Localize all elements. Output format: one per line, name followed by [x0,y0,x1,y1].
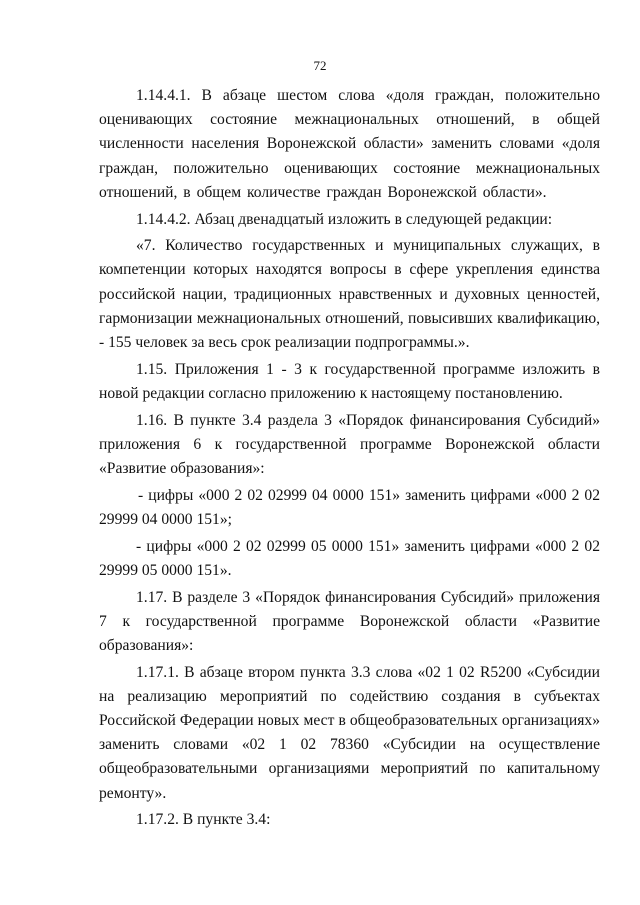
document-body [99,84,600,835]
paragraph-1-17: 1.17. В разделе 3 «Порядок финансирования Субсидий» приложения 7 к государственной программе Воронежской области «Развитие образования»: [99,588,600,654]
paragraph-digits-05: - цифры «000 2 02 02999 05 0000 151» заменить цифрами «000 2 02 29999 05 0000 151». [99,537,600,579]
paragraph-1-17-1: 1.17.1. В абзаце втором пункта 3.3 слова «02 1 02 R5200 «Субсидии на реализацию мероприятий по содействию создания в субъектах Российской Федерации новых мест в общеобразовательных организациях» заменить словами «02 1 02 78360 «Субсидии на осуществление общеобразовательными организациями мероприятий по капитальному ремонту». [99,663,600,802]
paragraph-1-14-4-2: 1.14.4.2. Абзац двенадцатый изложить в следующей редакции: [136,210,553,228]
paragraph-1-16: 1.16. В пункте 3.4 раздела 3 «Порядок финансирования Субсидий» приложения 6 к государственной программе Воронежской области «Развитие образования»: [99,411,600,478]
paragraph-1-14-4-1: 1.14.4.1. В абзаце шестом слова «доля граждан, положительно оценивающих состояние межнациональных отношений, в общей численности населения Воронежской области» заменить словами «доля граждан, положительно оценивающих состояние межнациональных отношений, в общем количестве граждан Воронежской области». [99,87,600,201]
page-number: 72 [313,58,327,73]
paragraph-quoted-item-7: «7. Количество государственных и муниципальных служащих, в компетенции которых находятся вопросы в сфере укрепления единства российской нации, традиционных нравственных и духовных ценностей, гармонизации межнациональных отношений, повысивших квалификацию, - 155 человек за весь срок реализации подпрограммы.». [99,237,600,352]
paragraph-1-15: 1.15. Приложения 1 - 3 к государственной программе изложить в новой редакции согласно приложению к настоящему постановлению. [99,360,600,402]
paragraph-digits-04: - цифры «000 2 02 02999 04 0000 151» заменить цифрами «000 2 02 29999 04 0000 151»; [99,486,600,528]
paragraph-1-17-2: 1.17.2. В пункте 3.4: [136,811,271,829]
